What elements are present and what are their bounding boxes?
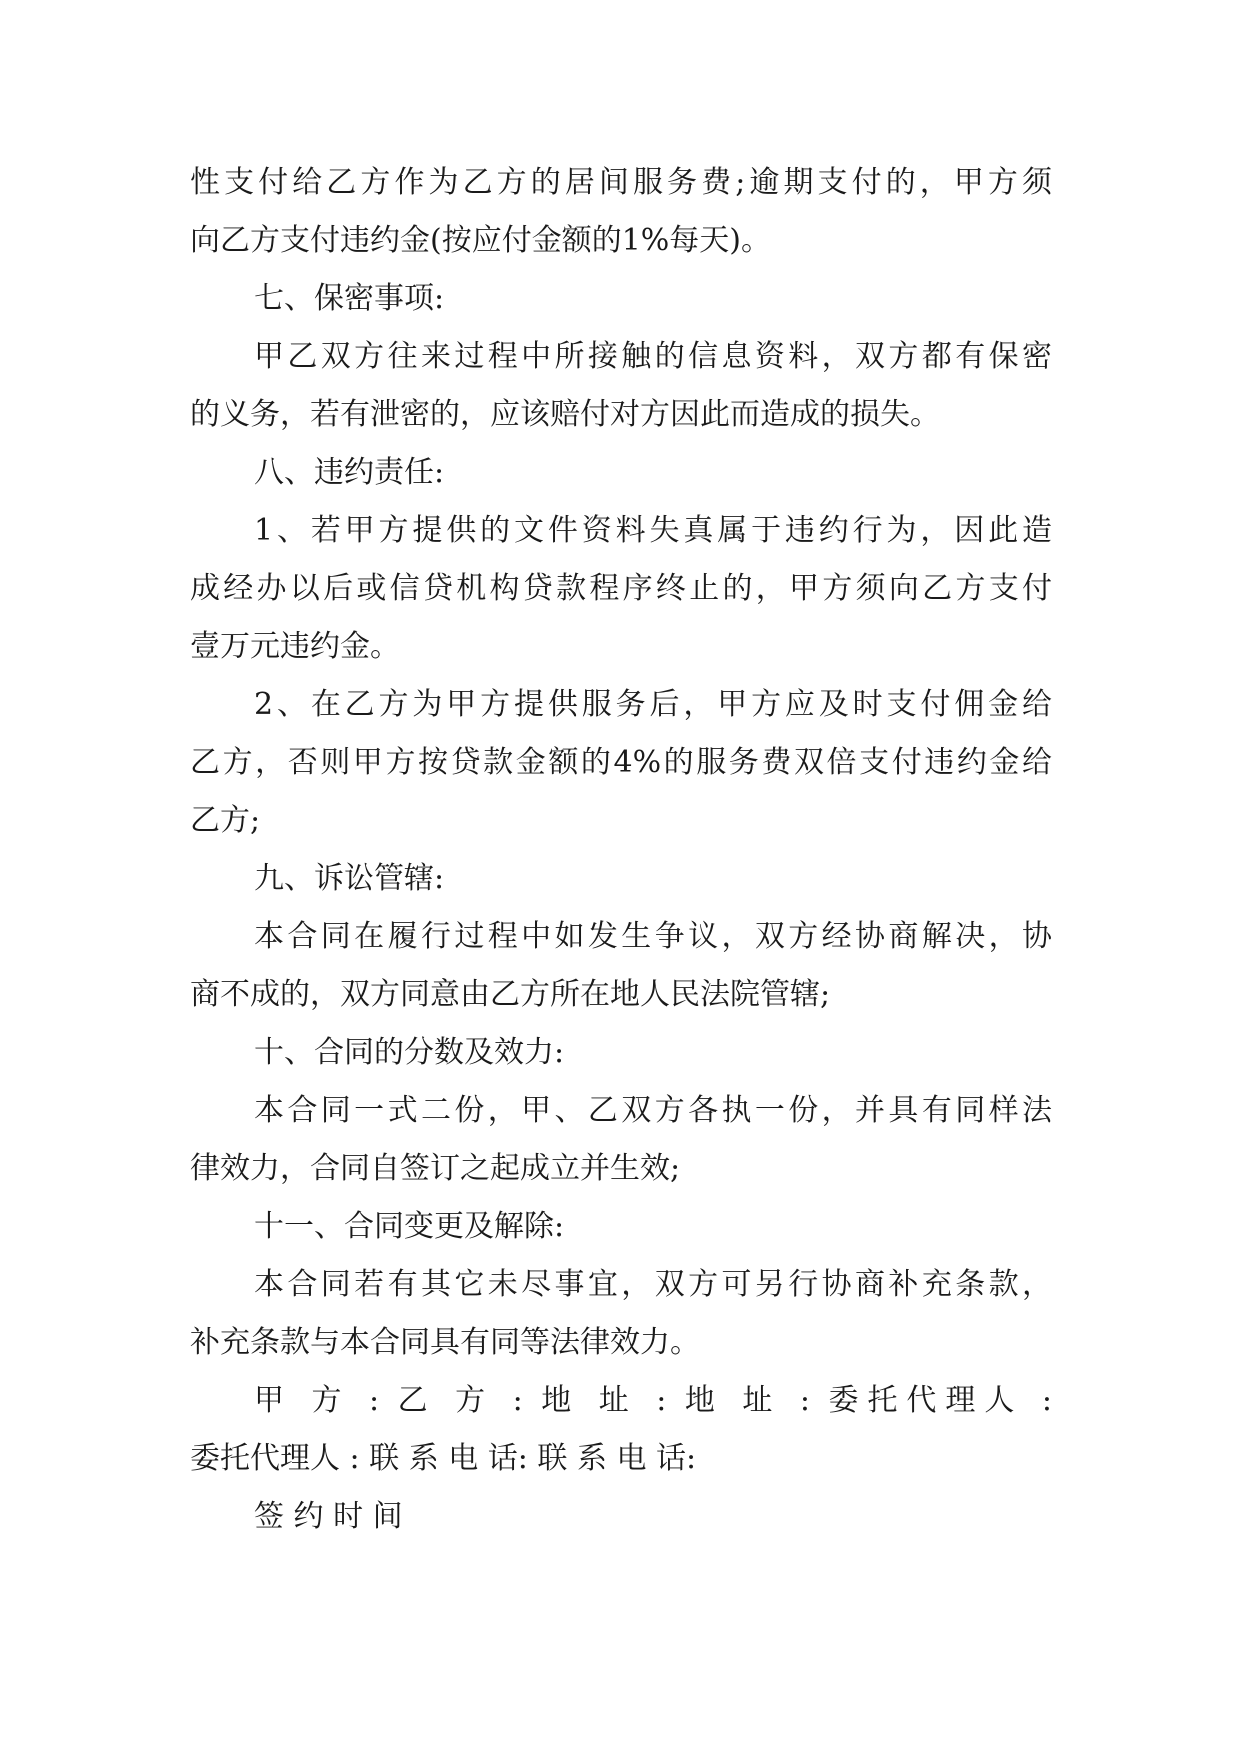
text-line: 的义务，若有泄密的，应该赔付对方因此而造成的损失。 <box>190 397 940 432</box>
text-line: 商不成的，双方同意由乙方所在地人民法院管辖; <box>190 977 831 1012</box>
text-line: 性支付给乙方作为乙方的居间服务费;逾期支付的，甲方须 <box>190 165 1052 200</box>
signature-parties-line: 甲 方 : 乙 方 : 地 址 : 地 址 : 委托代理人 : <box>254 1383 1052 1418</box>
text-line: 壹万元违约金。 <box>190 629 400 664</box>
text-line: 本合同一式二份，甲、乙双方各执一份，并具有同样法 <box>254 1093 1052 1128</box>
text-line: 向乙方支付违约金(按应付金额的1%每天)。 <box>190 223 772 258</box>
text-line: 2、在乙方为甲方提供服务后，甲方应及时支付佣金给 <box>254 687 1052 722</box>
text-line: 乙方; <box>190 803 261 838</box>
signing-date-label: 签 约 时 间 <box>254 1499 403 1534</box>
section-heading-liability: 八、违约责任: <box>254 455 445 490</box>
text-line: 1、若甲方提供的文件资料失真属于违约行为，因此造 <box>254 513 1052 548</box>
section-heading-confidentiality: 七、保密事项: <box>254 281 445 316</box>
text-line: 本合同若有其它未尽事宜，双方可另行协商补充条款， <box>254 1267 1052 1302</box>
text-line: 律效力，合同自签订之起成立并生效; <box>190 1151 681 1186</box>
contract-body <box>190 154 1052 1546</box>
text-line: 乙方，否则甲方按贷款金额的4%的服务费双倍支付违约金给 <box>190 745 1052 780</box>
section-heading-jurisdiction: 九、诉讼管辖: <box>254 861 445 896</box>
signature-contact-line: 委托代理人 : 联 系 电 话: 联 系 电 话: <box>190 1441 697 1476</box>
text-line: 成经办以后或信贷机构贷款程序终止的，甲方须向乙方支付 <box>190 571 1052 606</box>
section-heading-amendment: 十一、合同变更及解除: <box>254 1209 565 1244</box>
text-line: 补充条款与本合同具有同等法律效力。 <box>190 1325 700 1360</box>
text-line: 本合同在履行过程中如发生争议，双方经协商解决，协 <box>254 919 1052 954</box>
text-line: 甲乙双方往来过程中所接触的信息资料，双方都有保密 <box>254 339 1052 374</box>
section-heading-copies: 十、合同的分数及效力: <box>254 1035 565 1070</box>
